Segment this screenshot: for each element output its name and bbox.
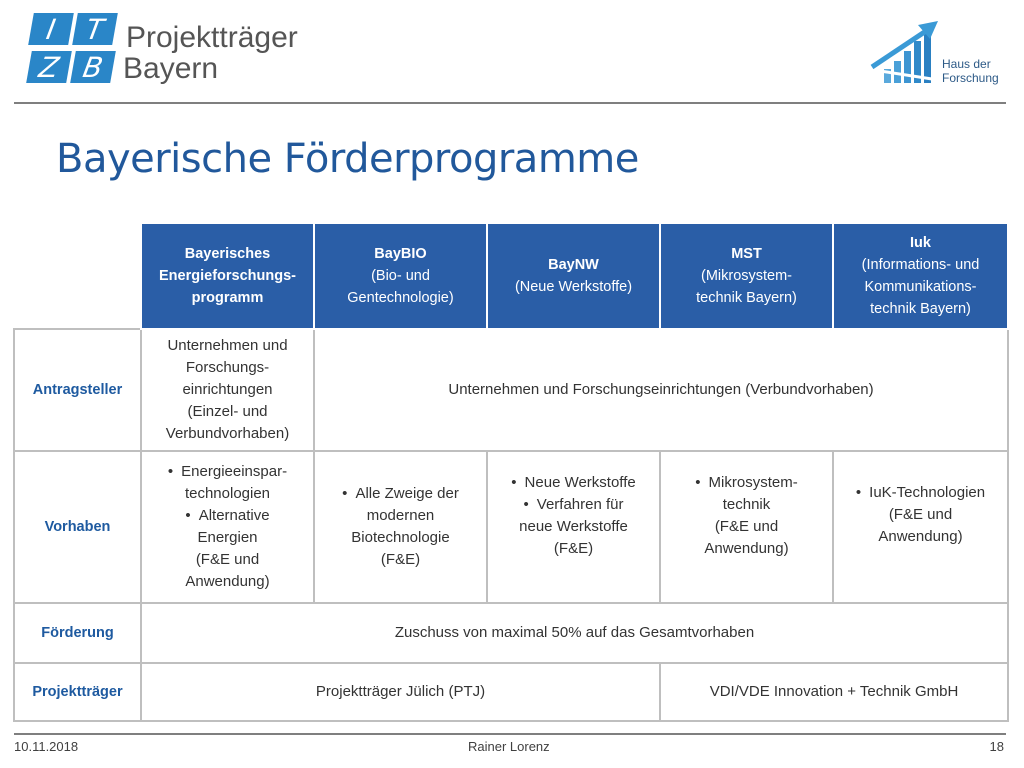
column-header-line: Energieforschungs- (159, 268, 296, 284)
bullet-list (492, 472, 655, 538)
list-item (492, 494, 655, 538)
table-row-projekttraeger (14, 663, 1008, 721)
brand-line-2: Bayern (123, 52, 219, 85)
column-header-baybio (314, 223, 487, 329)
list-item (492, 472, 655, 494)
logo-tile-z: Z (26, 51, 72, 83)
list-item (146, 461, 309, 505)
bullet-text: Verfahren für (536, 496, 624, 513)
cell-vorhaben-mst (660, 451, 833, 603)
bullet-icon: • (855, 484, 862, 501)
bullet-icon: • (523, 496, 529, 513)
column-header-subtitle: (Bio- und (371, 268, 430, 284)
cell-line: Forschungs- (185, 359, 270, 376)
column-header-name: BayBIO (374, 246, 427, 262)
cell-note: (F&E und (714, 518, 779, 535)
cell-note: (F&E und (888, 506, 953, 523)
cell-line: (Einzel- und (187, 403, 268, 420)
column-header-subtitle: (Informations- und (861, 257, 980, 273)
bullet-text: technik (722, 496, 771, 513)
bullet-list (319, 483, 482, 571)
column-header-line: Bayerisches (184, 246, 271, 262)
bullet-text: Alle Zweige der (355, 485, 459, 502)
column-header-name: BayNW (548, 257, 599, 273)
brand-name (123, 21, 298, 85)
bullet-text: technologien (184, 485, 271, 502)
page-title: Bayerische Förderprogramme (56, 136, 639, 182)
table-header-row (14, 223, 1008, 329)
cell-note: Anwendung) (185, 573, 270, 590)
bullet-icon: • (511, 474, 517, 491)
footer-divider (14, 733, 1006, 735)
haus-der-forschung-text (942, 57, 999, 85)
cell-projekttraeger-ptj: Projektträger Jülich (PTJ) (141, 663, 660, 721)
cell-projekttraeger-vdi: VDI/VDE Innovation + Technik GmbH (660, 663, 1008, 721)
cell-foerderung-merged: Zuschuss von maximal 50% auf das Gesamtvorhaben (141, 603, 1008, 663)
bullet-text: Mikrosystem- (708, 474, 798, 491)
logo-tile-b: B (70, 51, 116, 83)
cell-note: Anwendung) (878, 528, 963, 545)
cell-line: einrichtungen (182, 381, 273, 398)
bullet-text: (F&E) (380, 551, 421, 568)
cell-antragsteller-merged: Unternehmen und Forschungseinrichtungen (Verbundvorhaben) (314, 329, 1008, 451)
row-label-vorhaben: Vorhaben (14, 451, 141, 603)
row-label-antragsteller: Antragsteller (14, 329, 141, 451)
partner-line-2: Forschung (942, 71, 999, 85)
partner-line-1: Haus der (942, 57, 991, 71)
brand-line-1: Projektträger (126, 21, 298, 54)
logo-tile-t: T (72, 13, 118, 45)
bullet-text: neue Werkstoffe (519, 518, 628, 535)
column-header-baynw (487, 223, 660, 329)
bullet-icon: • (695, 474, 701, 491)
bullet-icon: • (167, 463, 174, 480)
list-item (838, 482, 1003, 504)
column-header-subtitle: Kommunikations- (864, 279, 977, 295)
cell-vorhaben-iuk (833, 451, 1008, 603)
cell-vorhaben-baybio (314, 451, 487, 603)
haus-der-forschung-logo (870, 17, 1010, 89)
footer-date: 10.11.2018 (14, 739, 79, 754)
cell-antragsteller-energie (141, 329, 314, 451)
header-corner-cell (14, 223, 141, 329)
cell-vorhaben-baynw (487, 451, 660, 603)
column-header-subtitle: (Neue Werkstoffe) (514, 279, 633, 295)
column-header-energie (141, 223, 314, 329)
bullet-text: modernen (366, 507, 435, 524)
table-row-vorhaben (14, 451, 1008, 603)
column-header-subtitle: technik Bayern) (696, 290, 797, 306)
bullet-list (838, 482, 1003, 504)
list-item (319, 483, 482, 571)
bullet-text: Energieeinspar- (181, 463, 288, 480)
bullet-icon: • (185, 507, 191, 524)
bullet-list (665, 472, 828, 516)
bullet-text: IuK-Technologien (869, 484, 986, 501)
cell-line: Verbundvorhaben) (165, 425, 290, 442)
row-label-projekttraeger: Projektträger (14, 663, 141, 721)
bullet-text: Biotechnologie (351, 529, 450, 546)
funding-programs-table (13, 222, 1009, 722)
list-item (665, 472, 828, 516)
column-header-mst (660, 223, 833, 329)
column-header-subtitle: technik Bayern) (870, 301, 971, 317)
column-header-name: MST (731, 246, 762, 262)
header-divider (14, 102, 1006, 104)
list-item (146, 505, 309, 549)
cell-line: Unternehmen und (167, 337, 288, 354)
cell-note: Anwendung) (704, 540, 789, 557)
footer-page-number: 18 (989, 739, 1004, 754)
logo-tile-i: I (28, 13, 74, 45)
table-row-foerderung (14, 603, 1008, 663)
bullet-text: Alternative (198, 507, 270, 524)
bullet-text: Neue Werkstoffe (524, 474, 636, 491)
column-header-line: programm (191, 290, 264, 306)
column-header-subtitle: Gentechnologie) (347, 290, 454, 306)
bullet-list (146, 461, 309, 549)
cell-vorhaben-energie (141, 451, 314, 603)
cell-note: (F&E) (553, 540, 594, 557)
bullet-icon: • (342, 485, 348, 502)
column-header-name: Iuk (910, 235, 931, 251)
table-row-antragsteller (14, 329, 1008, 451)
footer-author: Rainer Lorenz (468, 739, 550, 754)
cell-note: (F&E und (195, 551, 260, 568)
row-label-foerderung: Förderung (14, 603, 141, 663)
itzb-logo (29, 13, 115, 85)
column-header-subtitle: (Mikrosystem- (700, 268, 793, 284)
bullet-text: Energien (197, 529, 258, 546)
column-header-iuk (833, 223, 1008, 329)
